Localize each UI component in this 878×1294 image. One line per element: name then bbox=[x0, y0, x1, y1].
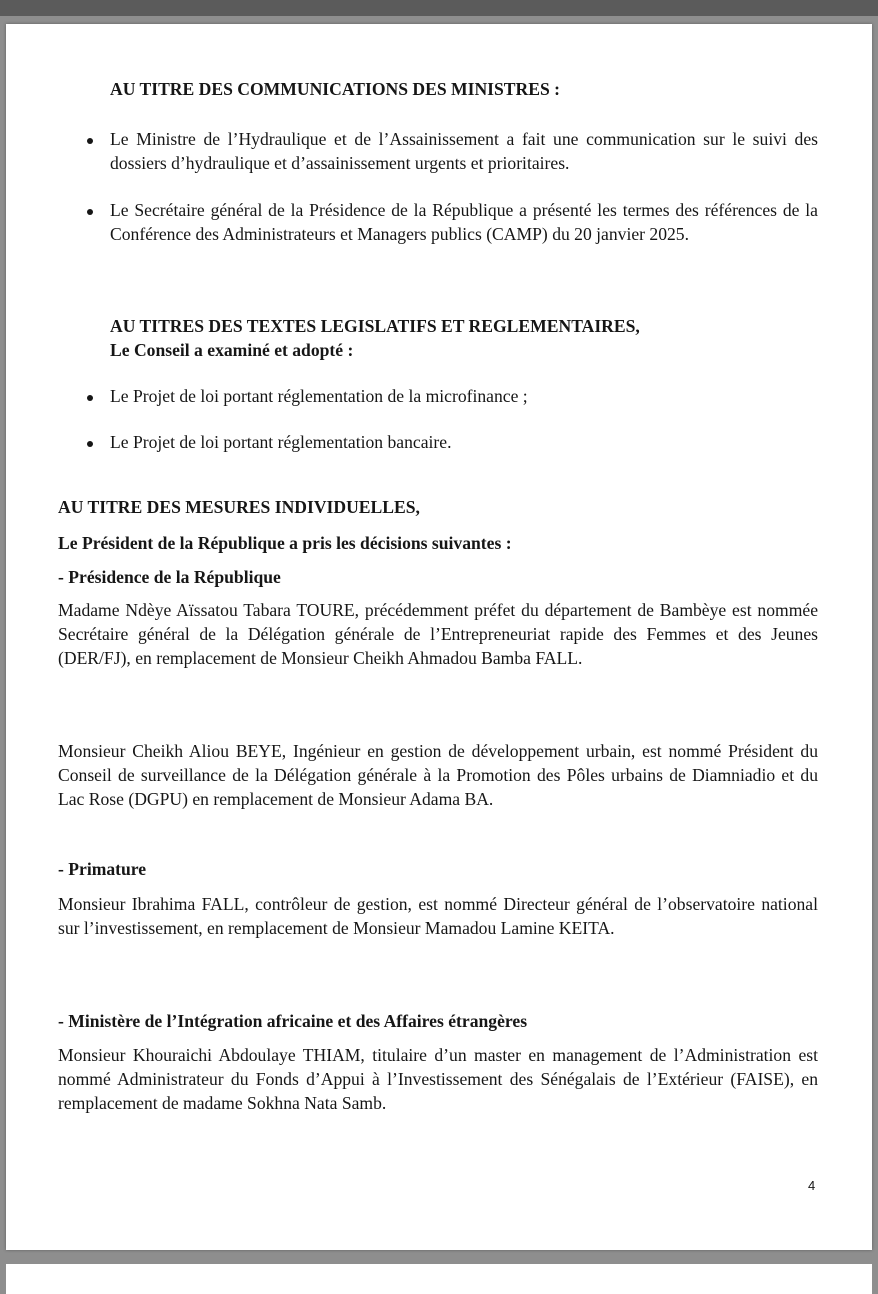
section-title-primature: - Primature bbox=[58, 859, 147, 879]
heading-mesures: AU TITRE DES MESURES INDIVIDUELLES, bbox=[58, 497, 420, 517]
subheading-mesures: Le Président de la République a pris les décisions suivantes : bbox=[58, 533, 512, 553]
bullet-icon bbox=[87, 209, 93, 215]
bullet-icon bbox=[87, 395, 93, 401]
heading-textes: AU TITRES DES TEXTES LEGISLATIFS ET REGLEMENTAIRES, bbox=[110, 316, 640, 336]
section-title-affaires-etrangeres: - Ministère de l’Intégration africaine et des Affaires étrangères bbox=[58, 1011, 528, 1031]
bullet-icon bbox=[87, 441, 93, 447]
subheading-textes: Le Conseil a examiné et adopté : bbox=[110, 340, 354, 360]
communication-item: Le Ministre de l’Hydraulique et de l’Assainissement a fait une communication sur le suivi des dossiers d’hydraulique et d’assainissement urgents et prioritaires. bbox=[110, 129, 818, 173]
paragraph-primature: Monsieur Ibrahima FALL, contrôleur de gestion, est nommé Directeur général de l’observatoire national sur l’investissement, en remplacement de Monsieur Mamadou Lamine KEITA. bbox=[58, 894, 818, 938]
communication-item: Le Secrétaire général de la Présidence de la République a présenté les termes des références de la Conférence des Administrateurs et Managers publics (CAMP) du 20 janvier 2025. bbox=[110, 200, 818, 244]
paragraph-presidence: Monsieur Cheikh Aliou BEYE, Ingénieur en gestion de développement urbain, est nommé Président du Conseil de surveillance de la Délégation générale à la Promotion des Pôles urbains de Diamniadio et du Lac Rose (DGPU) en remplacement de Monsieur Adama BA. bbox=[58, 741, 818, 809]
bullet-icon bbox=[87, 138, 93, 144]
paragraph-presidence: Madame Ndèye Aïssatou Tabara TOURE, précédemment préfet du département de Bambèye est nommée Secrétaire général de la Délégation générale de l’Entrepreneuriat rapide des Femmes et des Jeunes (DER/FJ), en remplacement de Monsieur Cheikh Ahmadou Bamba FALL. bbox=[58, 600, 818, 668]
heading-communications: AU TITRE DES COMMUNICATIONS DES MINISTRES : bbox=[110, 79, 561, 99]
texte-item: Le Projet de loi portant réglementation bancaire. bbox=[110, 432, 452, 452]
paragraph-affaires-etrangeres: Monsieur Khouraichi Abdoulaye THIAM, titulaire d’un master en management de l’Administration est nommé Administrateur du Fonds d’Appui à l’Investissement des Sénégalais de l’Extérieur (FAISE), en remplacement de madame Sokhna Nata Samb. bbox=[58, 1045, 818, 1113]
document-page bbox=[6, 24, 872, 1250]
section-title-presidence: - Présidence de la République bbox=[58, 567, 281, 587]
page-number: 4 bbox=[808, 1178, 816, 1193]
texte-item: Le Projet de loi portant réglementation de la microfinance ; bbox=[110, 386, 528, 406]
next-page-edge bbox=[6, 1264, 872, 1294]
viewer-top-bar bbox=[0, 0, 878, 16]
